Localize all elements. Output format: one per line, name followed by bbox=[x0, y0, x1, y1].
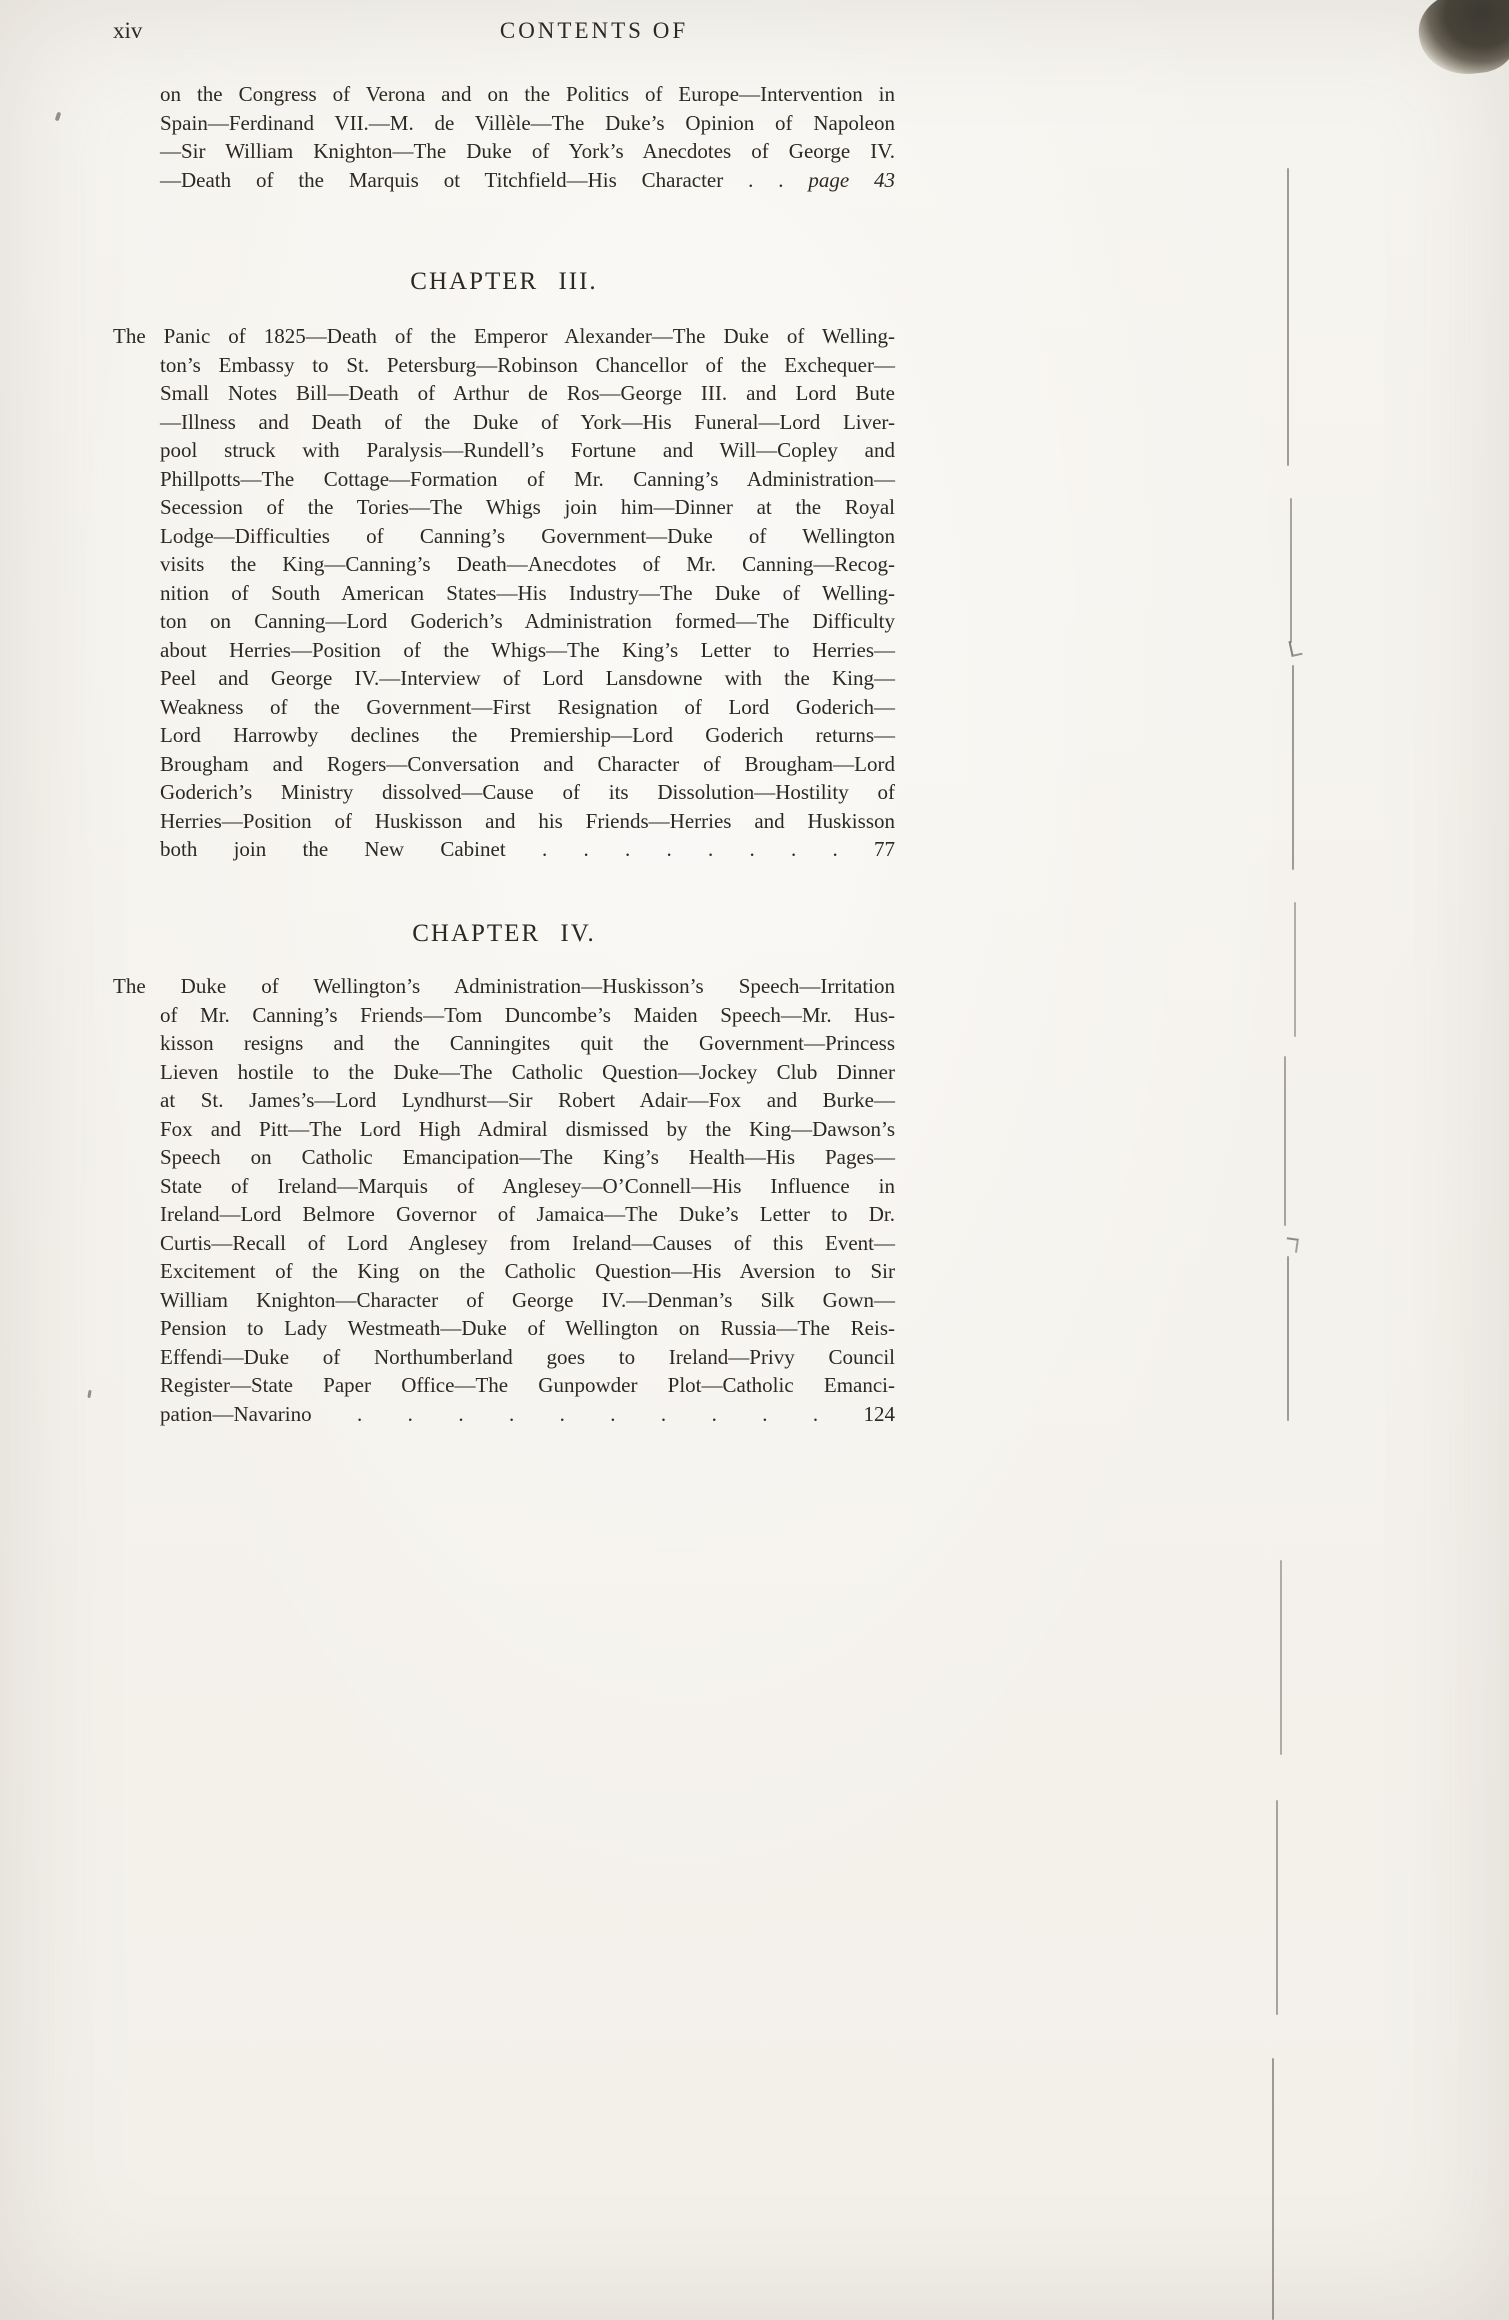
page-folio: xiv bbox=[113, 18, 143, 43]
toc-entry-tail-line bbox=[113, 166, 895, 195]
scan-artifact-line bbox=[1287, 168, 1289, 466]
toc-entry-tail-line bbox=[113, 835, 895, 864]
toc-line: State of Ireland—Marquis of Anglesey—O’Connell—His Influence in bbox=[160, 1173, 895, 1198]
toc-line: The Panic of 1825—Death of the Emperor Alexander—The Duke of Welling- bbox=[113, 324, 895, 348]
toc-line: Register—State Paper Office—The Gunpowder Plot—Catholic Emanci- bbox=[160, 1373, 895, 1397]
dot-leader: . . . . . . . . bbox=[541, 837, 838, 861]
toc-entry-tail-line bbox=[113, 1400, 895, 1429]
dot-leader: . . . . . . . . . . bbox=[357, 1401, 819, 1426]
scan-artifact-mark bbox=[1285, 1237, 1299, 1253]
scan-speck bbox=[55, 112, 62, 122]
toc-line: of Mr. Canning’s Friends—Tom Duncombe’s Maiden Speech—Mr. Hus- bbox=[160, 1002, 895, 1027]
scan-artifact-line bbox=[1284, 1056, 1286, 1226]
toc-line: Brougham and Rogers—Conversation and Character of Brougham—Lord bbox=[160, 751, 895, 776]
toc-line: Ireland—Lord Belmore Governor of Jamaica—The Duke’s Letter to Dr. bbox=[160, 1202, 895, 1226]
toc-line: —Sir William Knighton—The Duke of York’s Anecdotes of George IV. bbox=[160, 139, 895, 163]
toc-line: Secession of the Tories—The Whigs join him—Dinner at the Royal bbox=[160, 495, 895, 519]
toc-entry-text: —Death of the Marquis ot Titchfield—His Character bbox=[160, 167, 724, 192]
toc-line: Goderich’s Ministry dissolved—Cause of its Dissolution—Hostility of bbox=[160, 780, 895, 804]
scan-artifact-mark bbox=[1288, 639, 1302, 657]
scan-artifact-line bbox=[1287, 1256, 1289, 1421]
toc-line: pool struck with Paralysis—Rundell’s Fortune and Will—Copley and bbox=[160, 438, 895, 462]
chapter-iii-entry bbox=[113, 322, 895, 864]
toc-line: Small Notes Bill—Death of Arthur de Ros—George III. and Lord Bute bbox=[160, 381, 895, 405]
dot-leader: . . bbox=[748, 167, 784, 192]
toc-entry-text: pation—Navarino bbox=[160, 1401, 312, 1426]
toc-line: Lieven hostile to the Duke—The Catholic Question—Jockey Club Dinner bbox=[160, 1059, 895, 1084]
chapter-iv-heading: CHAPTER IV. bbox=[412, 920, 596, 947]
page-number-ref: page 43 bbox=[808, 167, 895, 192]
page-number-ref: 124 bbox=[863, 1401, 896, 1426]
toc-line: kisson resigns and the Canningites quit the Government—Princess bbox=[160, 1031, 895, 1055]
toc-line: Herries—Position of Huskisson and his Friends—Herries and Huskisson bbox=[160, 808, 895, 833]
toc-line: on the Congress of Verona and on the Politics of Europe—Intervention in bbox=[160, 82, 895, 106]
toc-entry-text: both join the New Cabinet bbox=[160, 837, 506, 861]
toc-line: Speech on Catholic Emancipation—The King’s Health—His Pages— bbox=[160, 1145, 895, 1169]
toc-line: Lodge—Difficulties of Canning’s Government—Duke of Wellington bbox=[160, 523, 895, 548]
toc-line: The Duke of Wellington’s Administration—Huskisson’s Speech—Irritation bbox=[113, 974, 895, 998]
scan-artifact-line bbox=[1280, 1560, 1282, 1755]
toc-line: visits the King—Canning’s Death—Anecdotes of Mr. Canning—Recog- bbox=[160, 552, 895, 576]
scan-artifact-line bbox=[1294, 902, 1296, 1037]
toc-line: Excitement of the King on the Catholic Question—His Aversion to Sir bbox=[160, 1259, 895, 1283]
toc-line: Weakness of the Government—First Resignation of Lord Goderich— bbox=[160, 694, 895, 719]
scan-artifact-line bbox=[1292, 665, 1294, 870]
scan-artifact-line bbox=[1272, 2058, 1274, 2320]
scan-artifact-line bbox=[1290, 498, 1292, 643]
toc-continuation-entry bbox=[113, 80, 895, 194]
toc-line: Effendi—Duke of Northumberland goes to Ireland—Privy Council bbox=[160, 1344, 895, 1369]
toc-line: about Herries—Position of the Whigs—The King’s Letter to Herries— bbox=[160, 637, 895, 662]
running-header: CONTENTS OF bbox=[499, 18, 689, 43]
scan-corner-smudge bbox=[1415, 0, 1509, 79]
toc-line: Pension to Lady Westmeath—Duke of Wellington on Russia—The Reis- bbox=[160, 1316, 895, 1340]
toc-line: William Knighton—Character of George IV.—Denman’s Silk Gown— bbox=[160, 1287, 895, 1312]
toc-line: Phillpotts—The Cottage—Formation of Mr. Canning’s Administration— bbox=[160, 466, 895, 491]
toc-line: —Illness and Death of the Duke of York—His Funeral—Lord Liver- bbox=[160, 409, 895, 434]
scan-speck bbox=[87, 1390, 91, 1398]
scan-artifact-line bbox=[1276, 1800, 1278, 2015]
toc-line: Fox and Pitt—The Lord High Admiral dismissed by the King—Dawson’s bbox=[160, 1116, 895, 1141]
toc-line: ton’s Embassy to St. Petersburg—Robinson Chancellor of the Exchequer— bbox=[160, 352, 895, 377]
toc-line: Spain—Ferdinand VII.—M. de Villèle—The Duke’s Opinion of Napoleon bbox=[160, 110, 895, 135]
toc-line: Lord Harrowby declines the Premiership—Lord Goderich returns— bbox=[160, 723, 895, 747]
toc-line: Peel and George IV.—Interview of Lord Lansdowne with the King— bbox=[160, 666, 895, 690]
chapter-iv-entry bbox=[113, 972, 895, 1428]
toc-line: ton on Canning—Lord Goderich’s Administration formed—The Difficulty bbox=[160, 609, 895, 633]
toc-line: nition of South American States—His Industry—The Duke of Welling- bbox=[160, 580, 895, 605]
page-number-ref: 77 bbox=[874, 837, 896, 861]
toc-line: Curtis—Recall of Lord Anglesey from Ireland—Causes of this Event— bbox=[160, 1230, 895, 1255]
toc-line: at St. James’s—Lord Lyndhurst—Sir Robert Adair—Fox and Burke— bbox=[160, 1088, 895, 1112]
chapter-iii-heading: CHAPTER III. bbox=[410, 268, 598, 295]
